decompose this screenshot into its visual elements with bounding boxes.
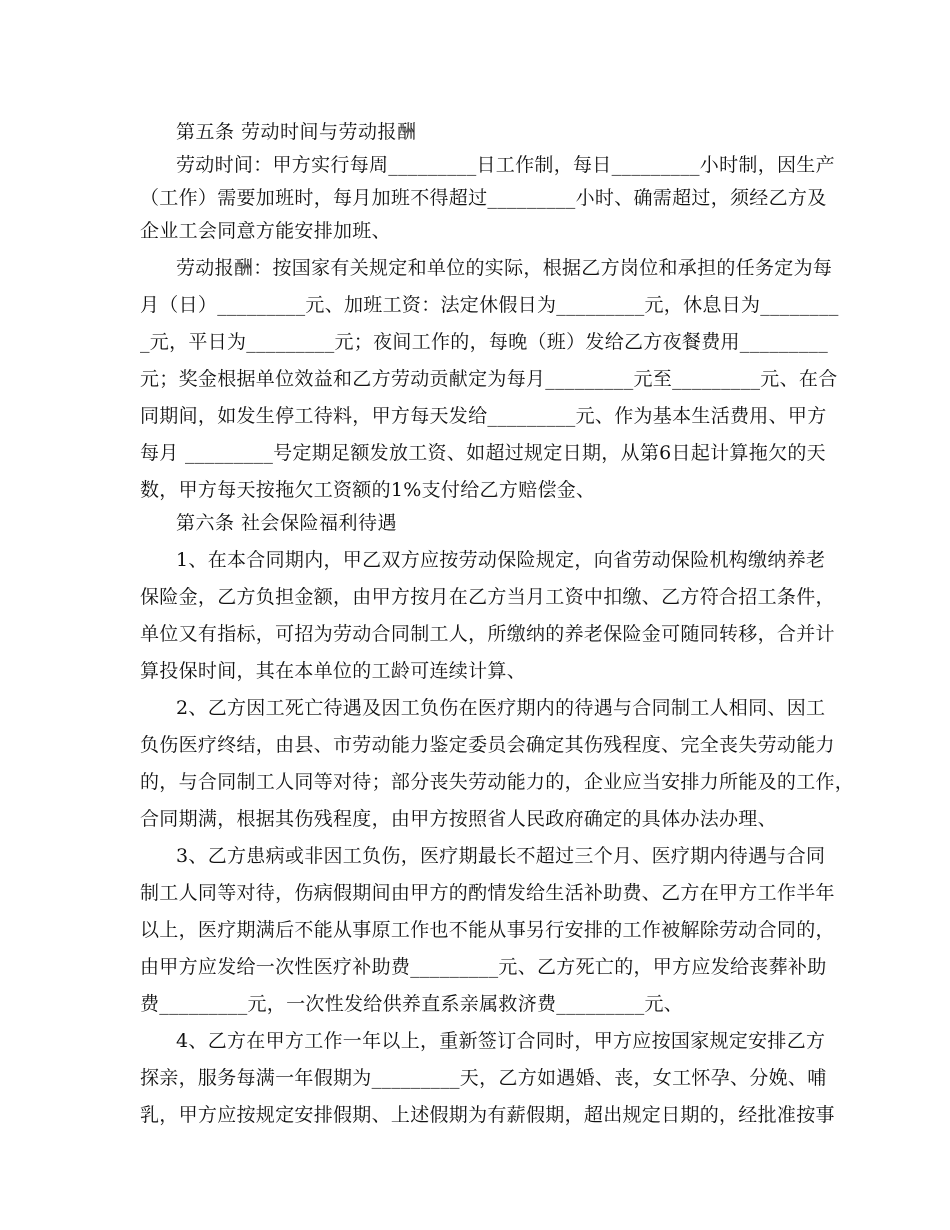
- paragraph-line: 每月 _________号定期足额发放工资、如超过规定日期，从第6日起计算拖欠的天: [140, 442, 826, 464]
- paragraph-line: 4、乙方在甲方工作一年以上，重新签订合同时，甲方应按国家规定安排乙方: [176, 1030, 826, 1052]
- paragraph-line: 合同期满，根据其伤残程度，由甲方按照省人民政府确定的具体办法办理、: [140, 808, 777, 830]
- paragraph-line: 单位又有指标，可招为劳动合同制工人，所缴纳的养老保险金可随同转移，合并计: [140, 623, 835, 645]
- paragraph-line: 同期间，如发生停工待料，甲方每天发给_________元、作为基本生活费用、甲方: [140, 405, 827, 427]
- paragraph-line: _元，平日为_________元；夜间工作的，每晚（班）发给乙方夜餐费用_________: [140, 331, 829, 353]
- paragraph-line: 由甲方应发给一次性医疗补助费_________元、乙方死亡的，甲方应发给丧葬补助: [140, 956, 827, 978]
- paragraph-line: 算投保时间，其在本单位的工龄可连续计算、: [140, 660, 527, 682]
- paragraph-line: 数，甲方每天按拖欠工资额的1%支付给乙方赔偿金、: [140, 479, 596, 501]
- paragraph-line: 元；奖金根据单位效益和乙方劳动贡献定为每月_________元至_________元、在合: [140, 368, 838, 390]
- section-heading-5: 第五条 劳动时间与劳动报酬: [176, 121, 417, 143]
- paragraph-line: 劳动报酬：按国家有关规定和单位的实际，根据乙方岗位和承担的任务定为每: [176, 257, 833, 279]
- paragraph-line: 2、乙方因工死亡待遇及因工负伤在医疗期内的待遇与合同制工人相同、因工: [176, 697, 826, 719]
- paragraph-line: 探亲，服务每满一年假期为_________天，乙方如遇婚、丧，女工怀孕、分娩、哺: [140, 1067, 827, 1089]
- paragraph-line: 负伤医疗终结，由县、市劳动能力鉴定委员会确定其伤残程度、完全丧失劳动能力: [140, 734, 835, 756]
- paragraph-line: 月（日）_________元、加班工资：法定休假日为_________元，休息日为________: [140, 294, 839, 316]
- paragraph-line: 以上，医疗期满后不能从事原工作也不能从事另行安排的工作被解除劳动合同的，: [140, 919, 835, 941]
- paragraph-line: 3、乙方患病或非因工负伤，医疗期最长不超过三个月、医疗期内待遇与合同: [176, 845, 826, 867]
- paragraph-line: （工作）需要加班时，每月加班不得超过_________小时、确需超过，须经乙方及: [140, 187, 827, 209]
- paragraph-line: 费_________元，一次性发给供养直系亲属救济费_________元、: [140, 993, 684, 1015]
- paragraph-line: 1、在本合同期内，甲乙双方应按劳动保险规定，向省劳动保险机构缴纳养老: [176, 549, 826, 571]
- paragraph-line: 劳动时间：甲方实行每周_________日工作制，每日_________小时制，因生产: [176, 154, 835, 176]
- paragraph-line: 保险金，乙方负担金额，由甲方按月在乙方当月工资中扣缴、乙方符合招工条件，: [140, 586, 835, 608]
- paragraph-line: 制工人同等对待，伤病假期间由甲方的酌情发给生活补助费、乙方在甲方工作半年: [140, 882, 835, 904]
- paragraph-line: 乳，甲方应按规定安排假期、上述假期为有薪假期，超出规定日期的，经批准按事: [140, 1104, 835, 1126]
- paragraph-line: 的，与合同制工人同等对待；部分丧失劳动能力的，企业应当安排力所能及的工作，: [140, 771, 855, 793]
- section-heading-6: 第六条 社会保险福利待遇: [176, 512, 398, 534]
- paragraph-line: 企业工会同意方能安排加班、: [140, 220, 391, 242]
